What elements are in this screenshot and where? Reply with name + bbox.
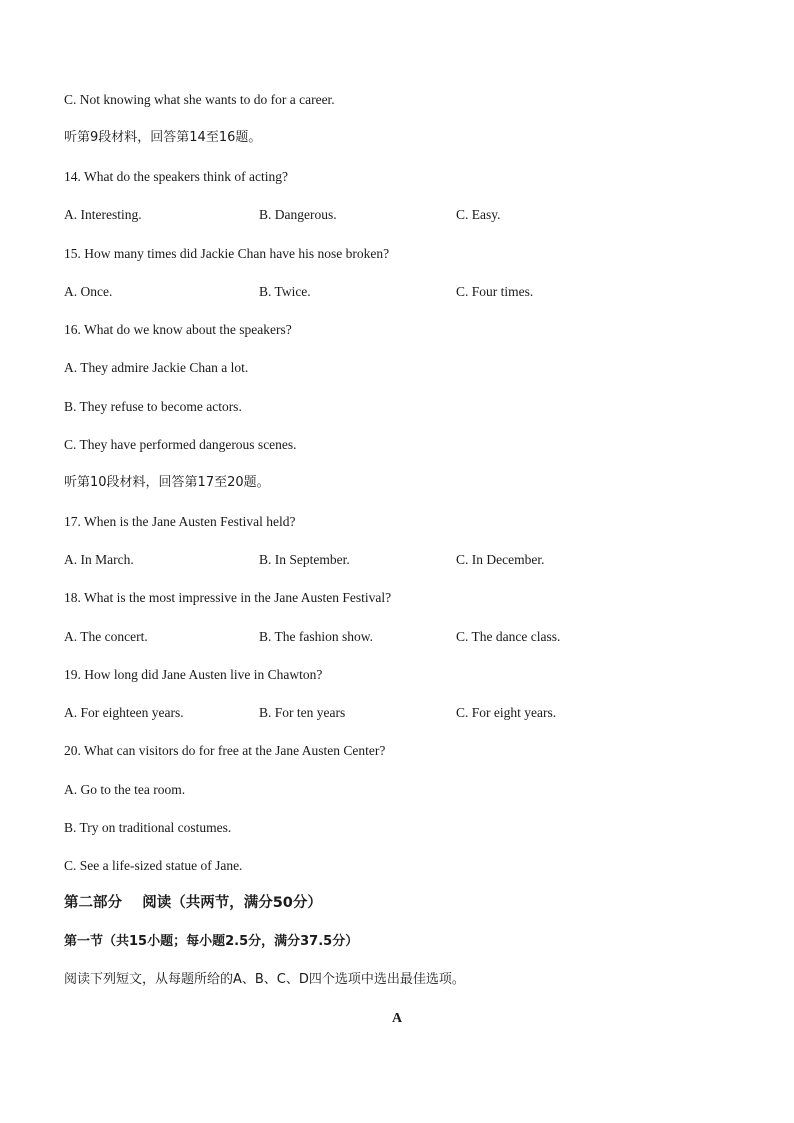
q17-option-b: B. In September. [259, 552, 350, 567]
q20-option-c: C. See a life-sized statue of Jane. [64, 858, 243, 873]
listening-instruction-10: 听第10段材料，回答第17至20题。 [64, 475, 270, 490]
q16-question: 16. What do we know about the speakers? [64, 322, 292, 337]
q16-option-c: C. They have performed dangerous scenes. [64, 437, 297, 452]
q15-option-b: B. Twice. [259, 284, 311, 299]
q15-option-a: A. Once. [64, 284, 113, 299]
q19-option-c: C. For eight years. [456, 705, 557, 720]
q18-option-b: B. The fashion show. [259, 629, 373, 644]
part2-instruction: 阅读下列短文，从每题所给的A、B、C、D四个选项中选出最佳选项。 [64, 972, 465, 987]
part2-title: 第二部分 阅读（共两节，满分50分） [64, 895, 322, 911]
q18-question: 18. What is the most impressive in the Jane Austen Festival? [64, 590, 392, 605]
q17-option-c: C. In December. [456, 552, 545, 567]
q14-question: 14. What do the speakers think of acting? [64, 169, 288, 184]
q16-option-a: A. They admire Jackie Chan a lot. [64, 360, 249, 375]
q19-option-a: A. For eighteen years. [64, 705, 184, 720]
q20-question: 20. What can visitors do for free at the Jane Austen Center? [64, 743, 386, 758]
q17-question: 17. When is the Jane Austen Festival held? [64, 514, 296, 529]
q19-option-b: B. For ten years [259, 705, 346, 720]
q19-question: 19. How long did Jane Austen live in Chawton? [64, 667, 323, 682]
q15-option-c: C. Four times. [456, 284, 534, 299]
q16-option-b: B. They refuse to become actors. [64, 399, 242, 414]
q18-option-c: C. The dance class. [456, 629, 561, 644]
q14-option-c: C. Easy. [456, 207, 501, 222]
q14-option-a: A. Interesting. [64, 207, 142, 222]
passage-label-a: A [391, 1011, 403, 1026]
q13-option-c: C. Not knowing what she wants to do for a career. [64, 92, 335, 107]
q14-option-b: B. Dangerous. [259, 207, 337, 222]
q20-option-a: A. Go to the tea room. [64, 782, 186, 797]
q15-question: 15. How many times did Jackie Chan have his nose broken? [64, 246, 390, 261]
part2-section1-heading: 第一节（共15小题；每小题2.5分，满分37.5分） [64, 934, 359, 949]
q17-option-a: A. In March. [64, 552, 134, 567]
listening-instruction-9: 听第9段材料，回答第14至16题。 [64, 130, 262, 145]
q20-option-b: B. Try on traditional costumes. [64, 820, 232, 835]
q18-option-a: A. The concert. [64, 629, 148, 644]
